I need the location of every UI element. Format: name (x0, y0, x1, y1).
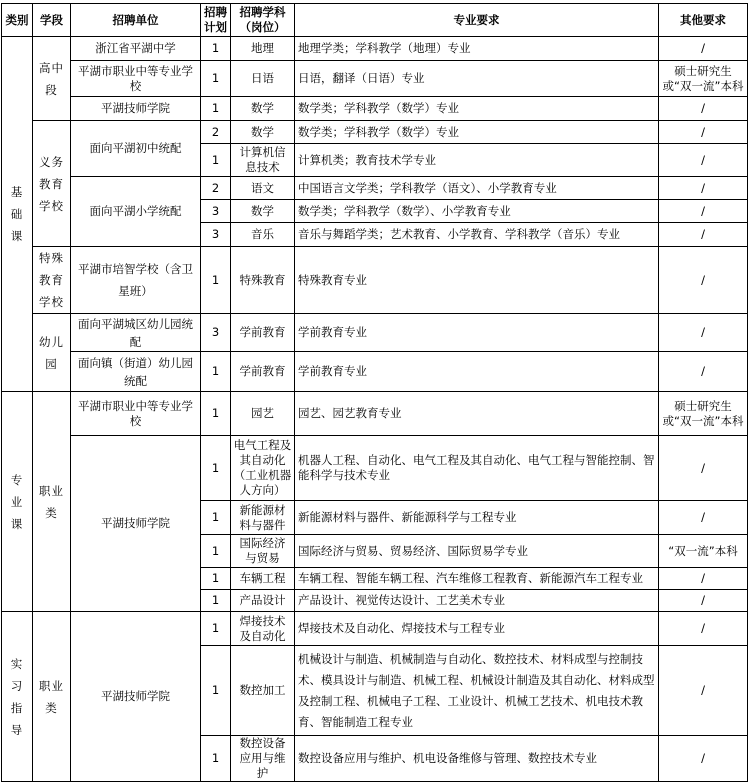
plan-cell: 1 (201, 247, 231, 314)
other-cell: / (659, 314, 748, 352)
subject-cell: 语文 (231, 177, 295, 200)
unit-cell: 平湖市职业中等专业学校 (71, 61, 201, 97)
level-cell: 职业类 (33, 612, 71, 782)
level-cell: 义务教育学校 (33, 121, 71, 247)
unit-cell: 平湖技师学院 (71, 612, 201, 782)
table-row (2, 247, 748, 314)
unit-cell: 面向平湖城区幼儿园统配 (71, 314, 201, 352)
level-cell: 职业类 (33, 392, 71, 612)
subject-cell: 园艺 (231, 392, 295, 436)
major-cell: 学前教育专业 (295, 352, 659, 392)
subject-cell: 数控设备应用与维护 (231, 736, 295, 782)
table-header-row (2, 4, 748, 37)
major-cell: 新能源材料与器件、新能源科学与工程专业 (295, 501, 659, 535)
unit-cell: 浙江省平湖中学 (71, 37, 201, 61)
header-major: 专业要求 (295, 4, 659, 37)
major-cell: 园艺、园艺教育专业 (295, 392, 659, 436)
plan-cell: 1 (201, 736, 231, 782)
plan-cell: 1 (201, 97, 231, 121)
major-cell: 数学类；学科教学（数学）、小学教育专业 (295, 200, 659, 223)
major-cell: 日语，翻译（日语）专业 (295, 61, 659, 97)
major-cell: 特殊教育专业 (295, 247, 659, 314)
other-cell: / (659, 646, 748, 736)
other-cell: / (659, 37, 748, 61)
major-cell: 产品设计、视觉传达设计、工艺美术专业 (295, 590, 659, 612)
other-cell: / (659, 177, 748, 200)
unit-cell: 平湖技师学院 (71, 436, 201, 612)
plan-cell: 3 (201, 200, 231, 223)
subject-cell: 特殊教育 (231, 247, 295, 314)
plan-cell: 1 (201, 501, 231, 535)
other-cell: “双一流”本科 (659, 535, 748, 568)
plan-cell: 3 (201, 314, 231, 352)
header-subject: 招聘学科（岗位） (231, 4, 295, 37)
other-cell: / (659, 736, 748, 782)
table-row (2, 61, 748, 97)
header-unit: 招聘单位 (71, 4, 201, 37)
subject-cell: 数控加工 (231, 646, 295, 736)
subject-cell: 数学 (231, 200, 295, 223)
table-row (2, 97, 748, 121)
category-cell: 专业课 (2, 392, 33, 612)
table-row (2, 352, 748, 392)
subject-cell: 日语 (231, 61, 295, 97)
major-cell: 地理学类；学科教学（地理）专业 (295, 37, 659, 61)
other-cell: 硕士研究生或“双一流”本科 (659, 392, 748, 436)
other-cell: / (659, 612, 748, 646)
subject-cell: 学前教育 (231, 352, 295, 392)
other-cell: / (659, 97, 748, 121)
other-cell: / (659, 590, 748, 612)
unit-cell: 面向镇（街道）幼儿园统配 (71, 352, 201, 392)
plan-cell: 1 (201, 61, 231, 97)
major-cell: 数学类；学科教学（数学）专业 (295, 121, 659, 144)
unit-cell: 面向平湖初中统配 (71, 121, 201, 177)
other-cell: / (659, 200, 748, 223)
major-cell: 计算机类；教育技术学专业 (295, 144, 659, 177)
header-other: 其他要求 (659, 4, 748, 37)
unit-cell: 面向平湖小学统配 (71, 177, 201, 247)
plan-cell: 1 (201, 37, 231, 61)
subject-cell: 新能源材料与器件 (231, 501, 295, 535)
header-plan: 招聘计划 (201, 4, 231, 37)
table-row (2, 612, 748, 646)
level-cell: 特殊教育学校 (33, 247, 71, 314)
major-cell: 数学类；学科教学（数学）专业 (295, 97, 659, 121)
plan-cell: 1 (201, 590, 231, 612)
major-cell: 国际经济与贸易、贸易经济、国际贸易学专业 (295, 535, 659, 568)
subject-cell: 音乐 (231, 223, 295, 247)
other-cell: 硕士研究生或“双一流”本科 (659, 61, 748, 97)
other-cell: / (659, 436, 748, 501)
major-cell: 中国语言文学类；学科教学（语文）、小学教育专业 (295, 177, 659, 200)
subject-cell: 国际经济与贸易 (231, 535, 295, 568)
category-cell: 基础课 (2, 37, 33, 392)
plan-cell: 3 (201, 223, 231, 247)
major-cell: 数控设备应用与维护、机电设备维修与管理、数控技术专业 (295, 736, 659, 782)
subject-cell: 地理 (231, 37, 295, 61)
subject-cell: 数学 (231, 121, 295, 144)
major-cell: 焊接技术及自动化、焊接技术与工程专业 (295, 612, 659, 646)
major-cell: 机器人工程、自动化、电气工程及其自动化、电气工程与智能控制、智能科学与技术专业 (295, 436, 659, 501)
subject-cell: 焊接技术及自动化 (231, 612, 295, 646)
table-row (2, 314, 748, 352)
subject-cell: 学前教育 (231, 314, 295, 352)
subject-cell: 产品设计 (231, 590, 295, 612)
plan-cell: 1 (201, 392, 231, 436)
plan-cell: 1 (201, 352, 231, 392)
major-cell: 学前教育专业 (295, 314, 659, 352)
level-cell: 幼儿园 (33, 314, 71, 392)
subject-cell: 电气工程及其自动化（工业机器人方向） (231, 436, 295, 501)
plan-cell: 1 (201, 144, 231, 177)
plan-cell: 2 (201, 177, 231, 200)
other-cell: / (659, 501, 748, 535)
other-cell: / (659, 352, 748, 392)
recruitment-table (1, 3, 748, 782)
other-cell: / (659, 144, 748, 177)
major-cell: 车辆工程、智能车辆工程、汽车维修工程教育、新能源汽车工程专业 (295, 568, 659, 590)
major-cell: 音乐与舞蹈学类；艺术教育、小学教育、学科教学（音乐）专业 (295, 223, 659, 247)
unit-cell: 平湖市培智学校（含卫星班） (71, 247, 201, 314)
header-level: 学段 (33, 4, 71, 37)
table-row (2, 37, 748, 61)
plan-cell: 1 (201, 436, 231, 501)
other-cell: / (659, 568, 748, 590)
level-cell: 高中段 (33, 37, 71, 121)
unit-cell: 平湖市职业中等专业学校 (71, 392, 201, 436)
subject-cell: 计算机信息技术 (231, 144, 295, 177)
subject-cell: 车辆工程 (231, 568, 295, 590)
table-row (2, 392, 748, 436)
table-row (2, 436, 748, 501)
table-row (2, 177, 748, 200)
plan-cell: 1 (201, 535, 231, 568)
plan-cell: 1 (201, 568, 231, 590)
other-cell: / (659, 223, 748, 247)
unit-cell: 平湖技师学院 (71, 97, 201, 121)
plan-cell: 1 (201, 646, 231, 736)
subject-cell: 数学 (231, 97, 295, 121)
other-cell: / (659, 121, 748, 144)
other-cell: / (659, 247, 748, 314)
major-cell: 机械设计与制造、机械制造与自动化、数控技术、材料成型与控制技术、模具设计与制造、机械工程、机械设计制造及其自动化、材料成型及控制工程、机械电子工程、工业设计、机械工艺技术、机电技术教育、智能制造工程专业 (295, 646, 659, 736)
table-row (2, 121, 748, 144)
header-category: 类别 (2, 4, 33, 37)
plan-cell: 2 (201, 121, 231, 144)
category-cell: 实习指导 (2, 612, 33, 782)
plan-cell: 1 (201, 612, 231, 646)
